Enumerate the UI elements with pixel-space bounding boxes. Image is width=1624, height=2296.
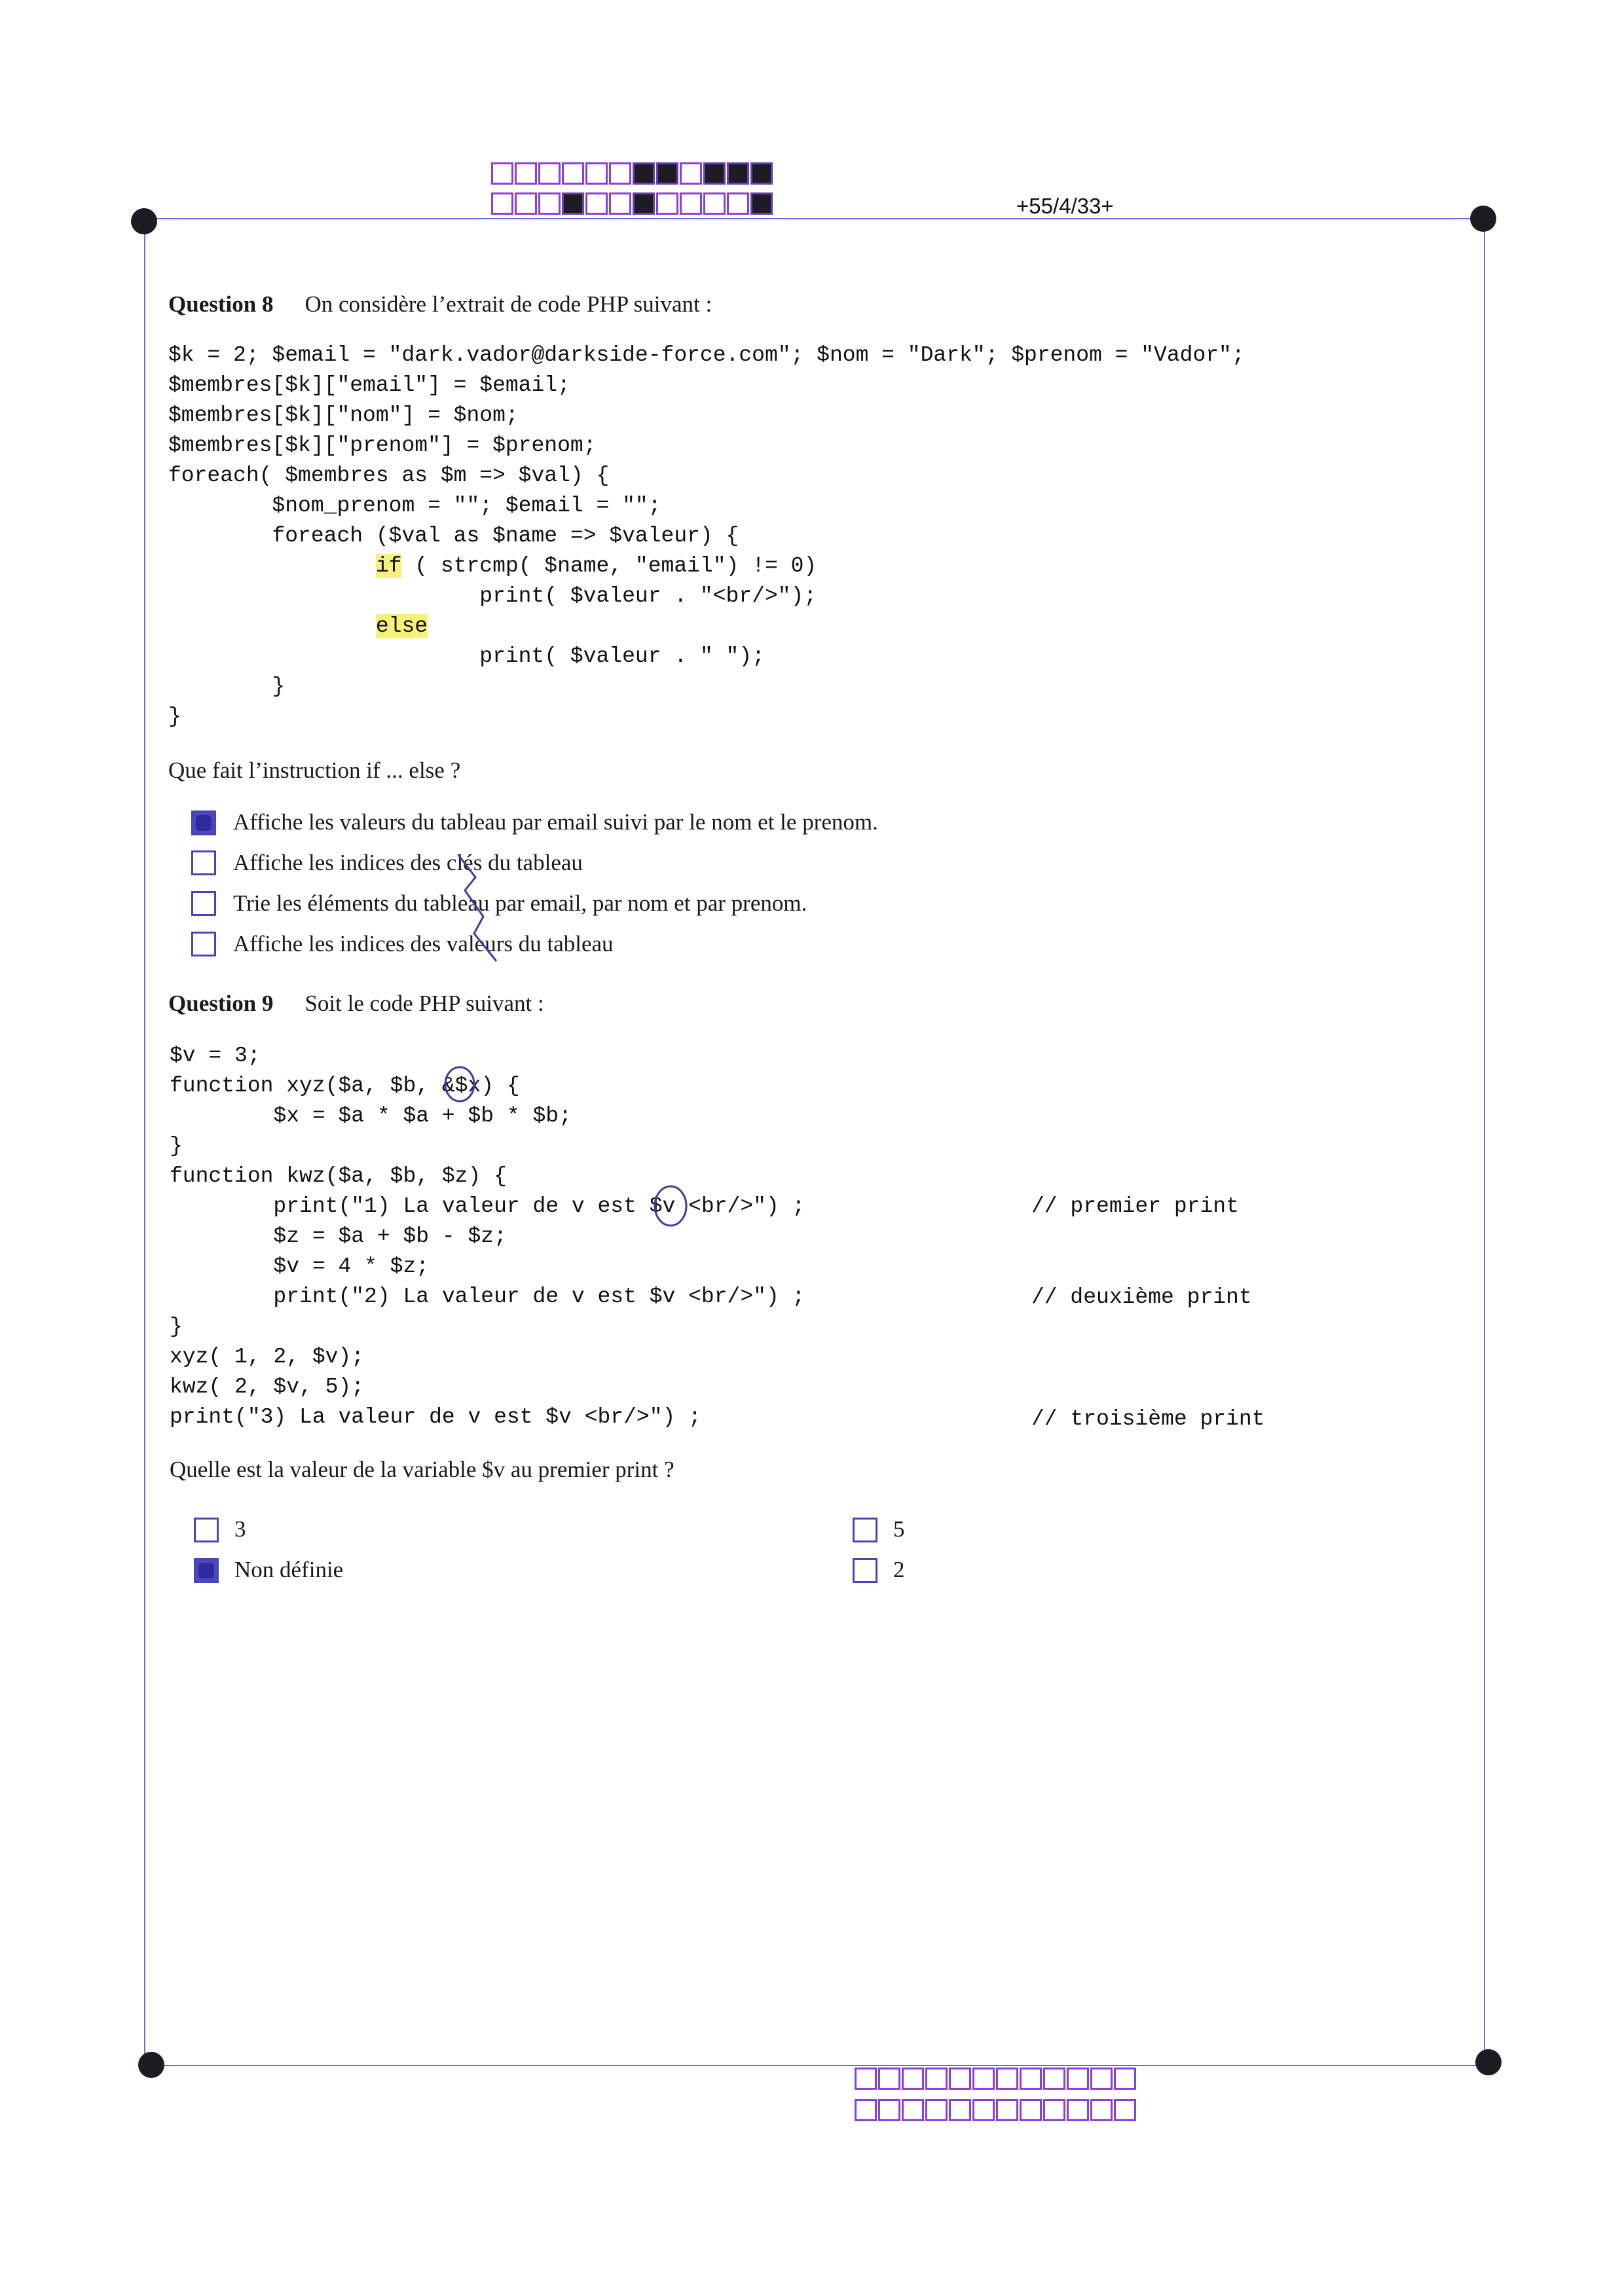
code-cell bbox=[878, 2068, 900, 2090]
code-cell bbox=[515, 192, 537, 215]
code-cell bbox=[703, 192, 726, 215]
q8-option-2-checkbox[interactable] bbox=[191, 850, 216, 875]
code-cell bbox=[972, 2099, 995, 2121]
corner-marker-bottom-right bbox=[1475, 2049, 1502, 2075]
top-code-row-2 bbox=[491, 192, 774, 215]
q9-code-line: print("3) La valeur de v est $v <br/>") ; bbox=[170, 1405, 701, 1429]
code-cell bbox=[515, 162, 537, 185]
code-cell bbox=[538, 192, 561, 215]
bottom-code-row-1 bbox=[855, 2068, 1137, 2090]
q8-option-4-label: Affiche les indices des valeurs du tableau bbox=[233, 931, 614, 957]
q9-option-3-checkbox[interactable] bbox=[194, 1518, 219, 1542]
corner-marker-top-left bbox=[131, 208, 157, 234]
comment-first-print: // premier print bbox=[1031, 1194, 1239, 1218]
code-cell bbox=[680, 192, 702, 215]
q9-code-line: print("1) La valeur de v est $v <br/>") ; bbox=[170, 1194, 805, 1218]
code-cell bbox=[750, 162, 773, 185]
q8-code-line: $k = 2; $email = "dark.vador@darkside-force.com"; $nom = "Dark"; $prenom = "Vador"; bbox=[168, 343, 1245, 367]
highlighted-keyword: if bbox=[375, 554, 402, 578]
question-9-code bbox=[170, 1041, 805, 1432]
code-cell bbox=[609, 192, 631, 215]
code-cell bbox=[656, 192, 678, 215]
code-cell bbox=[902, 2099, 924, 2121]
code-cell bbox=[1090, 2099, 1113, 2121]
q9-option-non-definie-checkbox[interactable] bbox=[194, 1558, 219, 1583]
code-cell bbox=[996, 2068, 1018, 2090]
code-cell bbox=[727, 162, 749, 185]
code-cell bbox=[855, 2099, 877, 2121]
corner-marker-top-right bbox=[1470, 206, 1496, 232]
question-8-label: Question 8 bbox=[168, 291, 274, 317]
code-cell bbox=[1020, 2068, 1042, 2090]
code-cell bbox=[680, 162, 702, 185]
q8-code-line: print( $valeur . " "); bbox=[168, 644, 765, 668]
q8-code-line bbox=[168, 611, 1245, 642]
q9-code-line: print("2) La valeur de v est $v <br/>") ; bbox=[170, 1285, 805, 1309]
code-cell bbox=[491, 162, 513, 185]
code-cell bbox=[609, 162, 631, 185]
code-cell bbox=[703, 162, 726, 185]
code-cell bbox=[878, 2099, 900, 2121]
q9-code-line: function xyz($a, $b, &$x) { bbox=[170, 1074, 520, 1098]
q8-code-line: print( $valeur . "<br/>"); bbox=[168, 584, 817, 608]
code-cell bbox=[633, 192, 655, 215]
top-code-row-1 bbox=[491, 162, 774, 185]
code-cell bbox=[972, 2068, 995, 2090]
comment-third-print: // troisième print bbox=[1031, 1407, 1265, 1431]
q8-code-line: $membres[$k]["nom"] = $nom; bbox=[168, 403, 519, 428]
question-8-prompt: Que fait l’instruction if ... else ? bbox=[168, 757, 461, 783]
q8-option-1-checkbox[interactable] bbox=[191, 811, 216, 835]
q9-option-5-checkbox[interactable] bbox=[853, 1518, 877, 1542]
q8-code-line: $membres[$k]["email"] = $email; bbox=[168, 373, 570, 397]
code-cell bbox=[750, 192, 773, 215]
code-cell bbox=[949, 2068, 971, 2090]
q9-code-line: xyz( 1, 2, $v); bbox=[170, 1345, 365, 1369]
question-8-code bbox=[168, 340, 1245, 732]
corner-marker-bottom-left bbox=[138, 2052, 164, 2078]
bottom-code-row-2 bbox=[855, 2099, 1137, 2121]
code-cell bbox=[1020, 2099, 1042, 2121]
comment-second-print: // deuxième print bbox=[1031, 1285, 1252, 1309]
q9-code-line: $v = 3; bbox=[170, 1044, 261, 1068]
q9-option-2-label: 2 bbox=[893, 1557, 905, 1582]
code-cell bbox=[925, 2099, 948, 2121]
code-cell bbox=[585, 192, 608, 215]
code-cell bbox=[491, 192, 513, 215]
q9-code-line: $v = 4 * $z; bbox=[170, 1254, 430, 1279]
code-cell bbox=[855, 2068, 877, 2090]
code-cell bbox=[925, 2068, 948, 2090]
q8-option-1-label: Affiche les valeurs du tableau par email suivi par le nom et le prenom. bbox=[233, 809, 878, 835]
q8-option-3-label: Trie les éléments du tableau par email, par nom et par prenom. bbox=[233, 890, 807, 916]
code-cell bbox=[949, 2099, 971, 2121]
q8-code-line: $nom_prenom = ""; $email = ""; bbox=[168, 494, 661, 518]
code-cell bbox=[1114, 2099, 1136, 2121]
q8-option-2-label: Affiche les indices des clés du tableau bbox=[233, 850, 583, 875]
question-9-label: Question 9 bbox=[168, 991, 274, 1016]
code-cell bbox=[1090, 2068, 1113, 2090]
q8-code-line: $membres[$k]["prenom"] = $prenom; bbox=[168, 433, 597, 458]
q9-option-3-label: 3 bbox=[234, 1516, 246, 1542]
q9-code-line: kwz( 2, $v, 5); bbox=[170, 1375, 365, 1399]
highlighted-keyword: else bbox=[375, 614, 428, 638]
question-9-prompt: Quelle est la valeur de la variable $v au premier print ? bbox=[170, 1457, 674, 1482]
q8-option-3-checkbox[interactable] bbox=[191, 891, 216, 916]
code-cell bbox=[656, 162, 678, 185]
code-cell bbox=[1067, 2068, 1089, 2090]
q9-code-line: $x = $a * $a + $b * $b; bbox=[170, 1104, 572, 1128]
question-9-heading bbox=[168, 991, 544, 1017]
q8-code-line: } bbox=[168, 704, 181, 729]
q9-code-line: } bbox=[170, 1134, 183, 1158]
code-cell bbox=[562, 162, 584, 185]
code-cell bbox=[1043, 2099, 1065, 2121]
q8-code-line: foreach ($val as $name => $valeur) { bbox=[168, 524, 739, 548]
sheet-code: +55/4/33+ bbox=[1016, 194, 1114, 218]
q8-code-line: } bbox=[168, 674, 286, 699]
code-cell bbox=[1043, 2068, 1065, 2090]
question-8-heading bbox=[168, 291, 712, 318]
q9-option-2-checkbox[interactable] bbox=[853, 1558, 877, 1583]
code-cell bbox=[562, 192, 584, 215]
code-cell bbox=[633, 162, 655, 185]
code-cell bbox=[1067, 2099, 1089, 2121]
code-cell bbox=[538, 162, 561, 185]
question-9-intro: Soit le code PHP suivant : bbox=[304, 991, 544, 1016]
code-cell bbox=[996, 2099, 1018, 2121]
q8-code-line: if ( strcmp( $name, "email") != 0) bbox=[375, 554, 817, 578]
question-8-intro: On considère l’extrait de code PHP suivant : bbox=[304, 291, 712, 317]
code-cell bbox=[1114, 2068, 1136, 2090]
q9-code-line: $z = $a + $b - $z; bbox=[170, 1224, 507, 1248]
code-cell bbox=[727, 192, 749, 215]
q8-code-line: foreach( $membres as $m => $val) { bbox=[168, 464, 610, 488]
q9-option-5-label: 5 bbox=[893, 1516, 905, 1542]
q9-option-non-definie-label: Non définie bbox=[234, 1557, 344, 1582]
code-cell bbox=[585, 162, 608, 185]
q8-option-4-checkbox[interactable] bbox=[191, 932, 216, 957]
code-cell bbox=[902, 2068, 924, 2090]
q9-code-line: function kwz($a, $b, $z) { bbox=[170, 1164, 507, 1188]
q9-code-line: } bbox=[170, 1315, 183, 1339]
